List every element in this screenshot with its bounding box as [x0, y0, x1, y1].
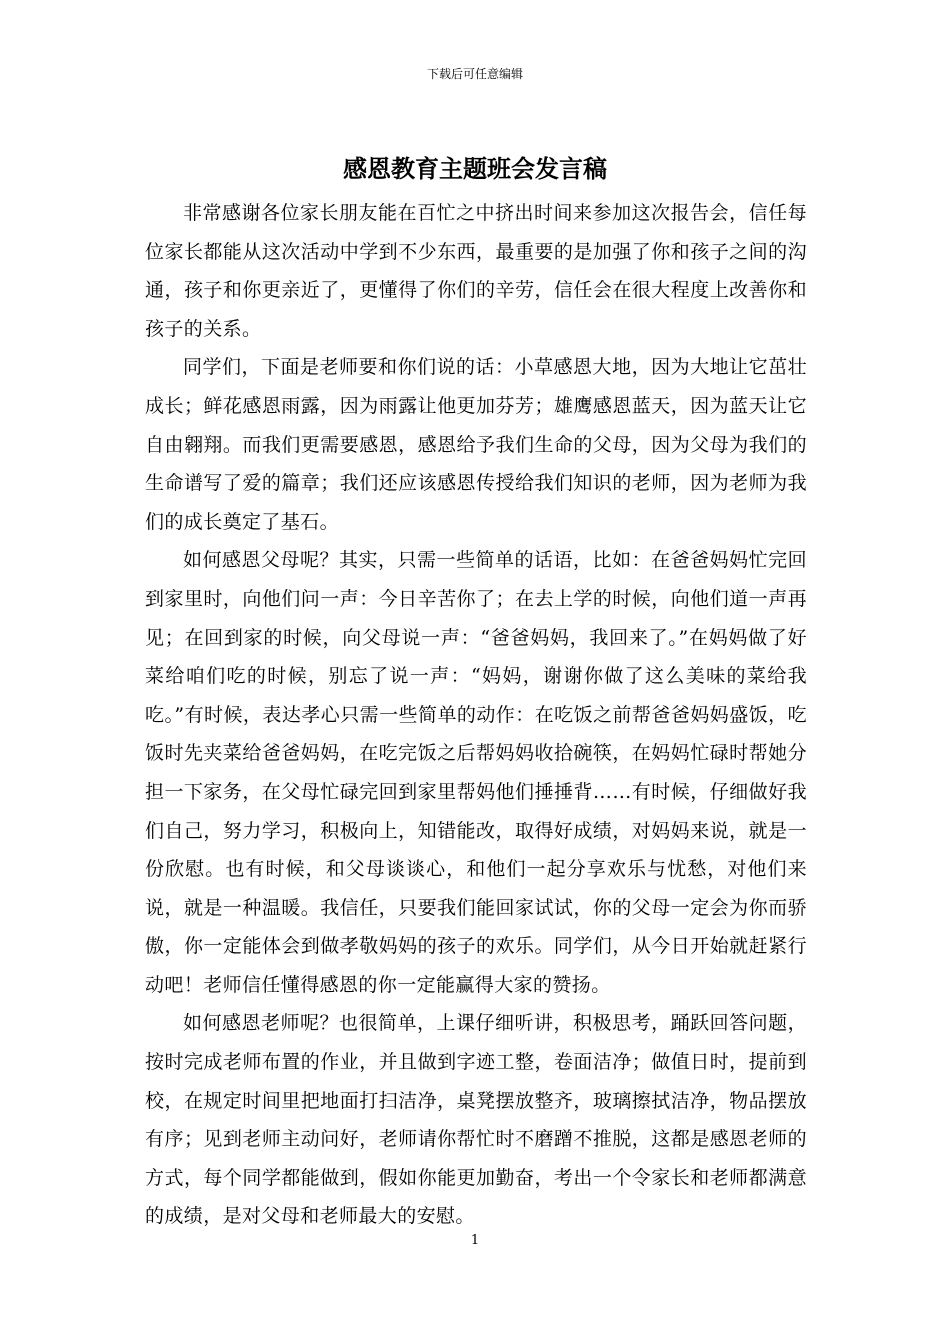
paragraph-gratitude-intro: 同学们，下面是老师要和你们说的话：小草感恩大地，因为大地让它茁壮成长；鲜花感恩雨露，因为雨露让他更加芬芳；雄鹰感恩蓝天，因为蓝天让它自由翱翔。而我们更需要感恩，感恩给予我们生命的父母，因为父母为我们的生命谱写了爱的篇章；我们还应该感恩传授给我们知识的老师，因为老师为我们的成长奠定了基石。 [145, 356, 807, 533]
document-title: 感恩教育主题班会发言稿 [343, 154, 607, 183]
document-body [145, 194, 807, 1236]
page-number: 1 [470, 1233, 480, 1248]
paragraph-thank-teachers: 如何感恩老师呢？也很简单，上课仔细听讲，积极思考，踊跃回答问题，按时完成老师布置的作业，并且做到字迹工整，卷面洁净；做值日时，提前到校，在规定时间里把地面打扫洁净，桌凳摆放整齐，玻璃擦拭洁净，物品摆放有序；见到老师主动问好，老师请你帮忙时不磨蹭不推脱，这都是感恩老师的方式，每个同学都能做到，假如你能更加勤奋，考出一个令家长和老师都满意的成绩，是对父母和老师最大的安慰。 [145, 1012, 807, 1228]
paragraph-greeting: 非常感谢各位家长朋友能在百忙之中挤出时间来参加这次报告会，信任每位家长都能从这次活动中学到不少东西，最重要的是加强了你和孩子之间的沟通，孩子和你更亲近了，更懂得了你们的辛劳，信任会在很大程度上改善你和孩子的关系。 [145, 202, 807, 340]
paragraph-thank-parents: 如何感恩父母呢？其实，只需一些简单的话语，比如：在爸爸妈妈忙完回到家里时，向他们问一声：今日辛苦你了；在去上学的时候，向他们道一声再见；在回到家的时候，向父母说一声：“爸爸妈妈，我回来了。”在妈妈做了好菜给咱们吃的时候，别忘了说一声：“妈妈，谢谢你做了这么美味的菜给我吃。”有时候，表达孝心只需一些简单的动作：在吃饭之前帮爸爸妈妈盛饭，吃饭时先夹菜给爸爸妈妈，在吃完饭之后帮妈妈收拾碗筷，在妈妈忙碌时帮她分担一下家务，在父母忙碌完回到家里帮妈他们捶捶背……有时候，仔细做好我们自己，努力学习，积极向上，知错能改，取得好成绩，对妈妈来说，就是一份欣慰。也有时候，和父母谈谈心，和他们一起分享欢乐与忧愁，对他们来说，就是一种温暖。我信任，只要我们能回家试试，你的父母一定会为你而骄傲，你一定能体会到做孝敬妈妈的孩子的欢乐。同学们，从今日开始就赶紧行动吧！老师信任懂得感恩的你一定能赢得大家的赞扬。 [145, 549, 807, 996]
page-header: 下载后可任意编辑 [426, 67, 523, 81]
